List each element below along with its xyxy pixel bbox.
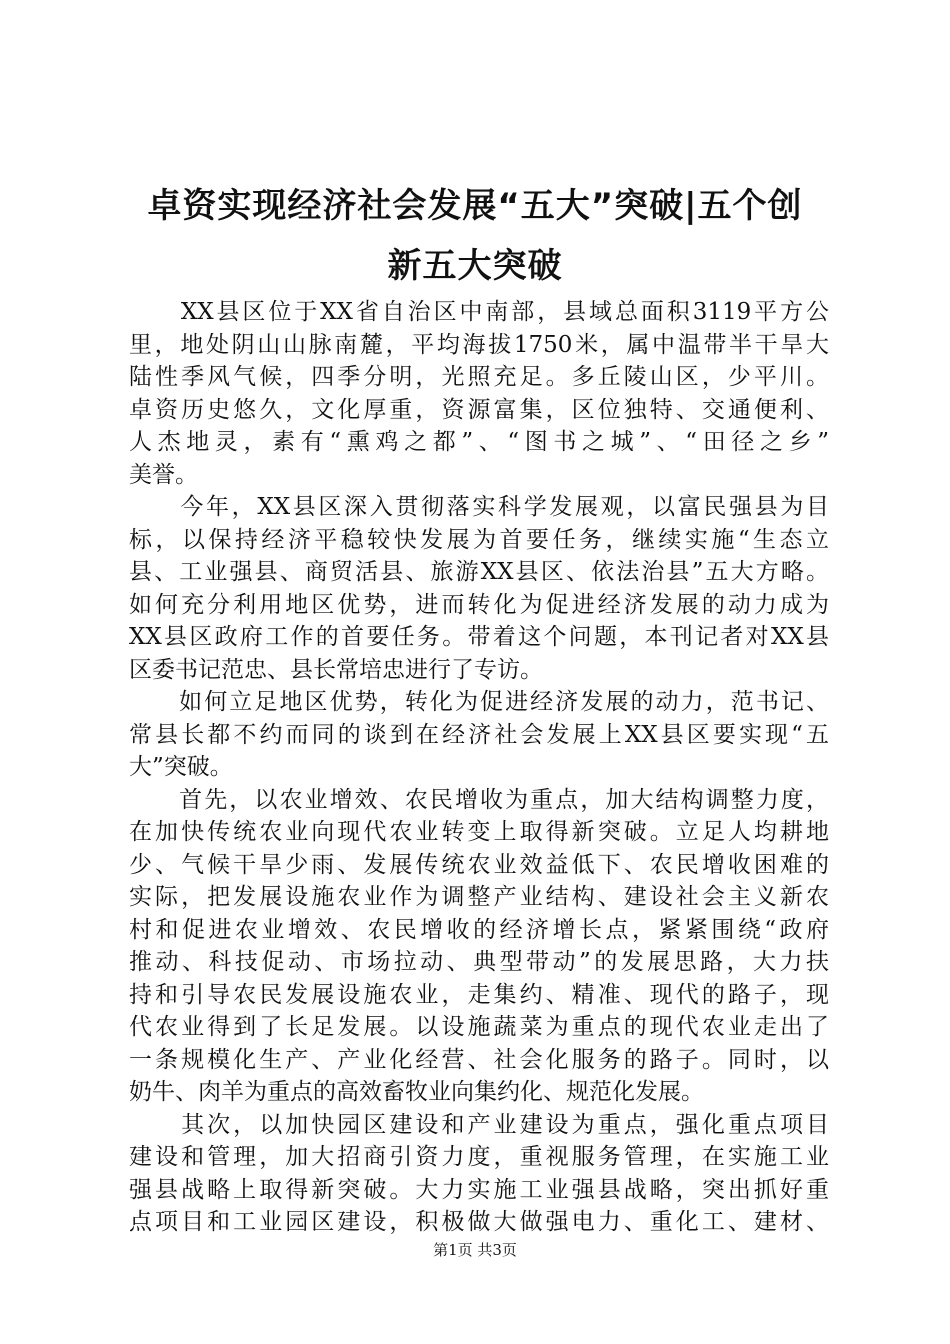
text-line: 县、工业强县、商贸活县、旅游XX县区、依法治县”五大方略。 [129, 559, 829, 585]
text-line: 实际，把发展设施农业作为调整产业结构、建设社会主义新农 [129, 884, 829, 910]
text-line: 首先，以农业增效、农民增收为重点，加大结构调整力度， [129, 786, 829, 813]
text-line: 区委书记范忠、县长常培忠进行了专访。 [129, 656, 543, 683]
text-line: 标，以保持经济平稳较快发展为首要任务，继续实施“生态立 [129, 526, 829, 553]
text-line: XX县区位于XX省自治区中南部，县域总面积3119平方公 [129, 299, 829, 325]
title-line: 新五大突破 [387, 246, 563, 286]
text-line: 陆性季风气候，四季分明，光照充足。多丘陵山区，少平川。 [129, 364, 829, 390]
title-line: 卓资实现经济社会发展“五大”突破|五个创 [147, 186, 803, 226]
text-line: 其次，以加快园区建设和产业建设为重点，强化重点项目 [129, 1111, 829, 1138]
paragraph-5 [129, 1109, 829, 1239]
text-line: 村和促进农业增效、农民增收的经济增长点，紧紧围绕“政府 [129, 916, 829, 943]
text-line: 美誉。 [129, 461, 198, 488]
text-line: 点项目和工业园区建设，积极做大做强电力、重化工、建材、 [129, 1209, 829, 1235]
paragraph-3 [129, 686, 829, 784]
text-line: 强县战略上取得新突破。大力实施工业强县战略，突出抓好重 [129, 1176, 829, 1203]
paragraph-1 [129, 296, 829, 491]
text-line: 推动、科技促动、市场拉动、典型带动”的发展思路，大力扶 [129, 949, 829, 975]
text-line: 如何立足地区优势，转化为促进经济发展的动力，范书记、 [129, 689, 829, 715]
text-line: 少、气候干旱少雨、发展传统农业效益低下、农民增收困难的 [129, 851, 829, 878]
text-line: 代农业得到了长足发展。以设施蔬菜为重点的现代农业走出了 [129, 1014, 829, 1040]
paragraph-4 [129, 784, 829, 1109]
paragraph-2 [129, 491, 829, 686]
text-line: 常县长都不约而同的谈到在经济社会发展上XX县区要实现“五 [129, 721, 829, 748]
text-line: 建设和管理，加大招商引资力度，重视服务管理，在实施工业 [129, 1144, 829, 1170]
text-line: 里，地处阴山山脉南麓，平均海拔1750米，属中温带半干旱大 [129, 331, 829, 358]
text-line: 今年，XX县区深入贯彻落实科学发展观，以富民强县为目 [129, 494, 829, 520]
text-line: 大”突破。 [129, 754, 233, 780]
document-body [129, 296, 829, 1239]
page-number-footer: 第1页 共3页 [433, 1241, 517, 1259]
text-line: XX县区政府工作的首要任务。带着这个问题，本刊记者对XX县 [129, 624, 829, 650]
text-line: 一条规模化生产、产业化经营、社会化服务的路子。同时，以 [129, 1046, 829, 1073]
text-line: 持和引导农民发展设施农业，走集约、精准、现代的路子，现 [129, 981, 829, 1008]
text-line: 卓资历史悠久，文化厚重，资源富集，区位独特、交通便利、 [129, 396, 829, 423]
text-line: 在加快传统农业向现代农业转变上取得新突破。立足人均耕地 [129, 819, 829, 845]
document-title [100, 176, 850, 296]
text-line: 如何充分利用地区优势，进而转化为促进经济发展的动力成为 [129, 591, 829, 618]
text-line: 奶牛、肉羊为重点的高效畜牧业向集约化、规范化发展。 [129, 1079, 704, 1105]
text-line: 人杰地灵，素有“熏鸡之都”、“图书之城”、“田径之乡” [129, 429, 829, 455]
